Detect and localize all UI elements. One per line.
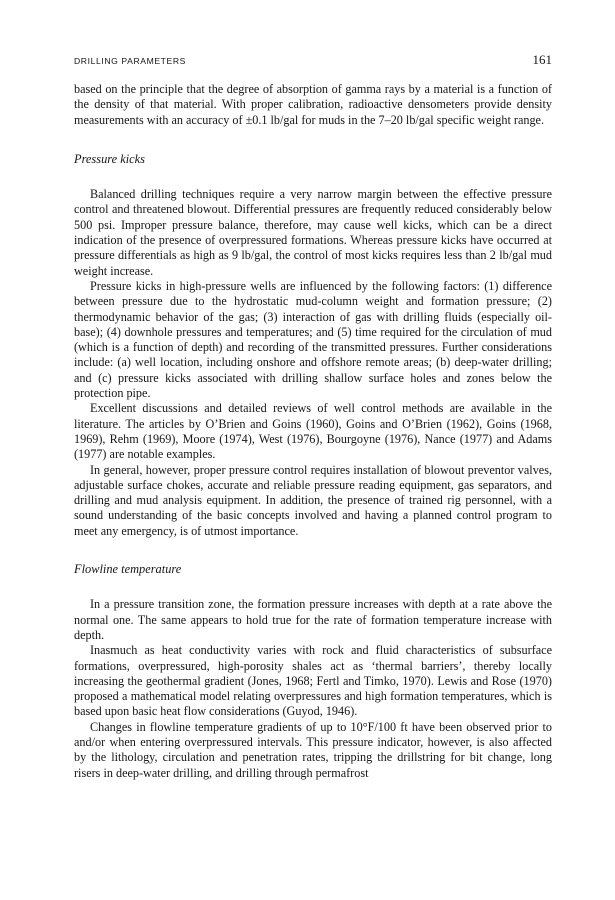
section-heading-pressure-kicks: Pressure kicks bbox=[74, 151, 145, 166]
intro-paragraph: based on the principle that the degree of absorption of gamma rays by a material is a function of the density of that material. With proper calibration, radioactive densometers provide density measurements with an accuracy of ±0.1 lb/gal for muds in the 7–20 lb/gal specific weight range. bbox=[74, 82, 552, 127]
paragraph: Inasmuch as heat conductivity varies with rock and fluid characteristics of subsurface formations, overpressured, high-porosity shales act as ‘thermal barriers’, thereby locally increasing the geothermal gradient (Jones, 1968; Fertl and Timko, 1970). Lewis and Rose (1970) proposed a mathematical model relating overpressures and high formation temperatures, which is based upon basic heat flow considerations (Guyod, 1946). bbox=[74, 643, 552, 719]
book-page bbox=[74, 52, 552, 781]
running-head bbox=[74, 52, 552, 74]
paragraph: Changes in flowline temperature gradients of up to 10°F/100 ft have been observed prior to and/or when entering overpressured intervals. This pressure indicator, however, is also affected by the lithology, circulation and penetration rates, tripping the drillstring for bit change, long risers in deep-water drilling, and drilling through permafrost bbox=[74, 719, 552, 780]
body-text bbox=[74, 82, 552, 781]
paragraph: Excellent discussions and detailed reviews of well control methods are available in the literature. The articles by O’Brien and Goins (1960), Goins and O’Brien (1962), Goins (1968, 1969), Rehm (1969), Moore (1974), West (1976), Bourgoyne (1976), Nance (1977) and Adams (1977) are notable examples. bbox=[74, 401, 552, 462]
section-heading-flowline-temperature: Flowline temperature bbox=[74, 562, 182, 577]
paragraph: Balanced drilling techniques require a very narrow margin between the effective pressure control and threatened blowout. Differential pressures are frequently reduced considerably below 500 psi. Improper pressure balance, therefore, may cause well kicks, which can be a direct indication of the presence of overpressured formations. Whereas pressure kicks have occurred at pressure differentials as high as 9 lb/gal, the control of most kicks requires less than 2 lb/gal mud weight increase. bbox=[74, 187, 552, 278]
page-number: 161 bbox=[532, 52, 552, 67]
paragraph: In a pressure transition zone, the formation pressure increases with depth at a rate above the normal one. The same appears to hold true for the rate of formation temperature increase with depth. bbox=[74, 597, 552, 642]
paragraph: In general, however, proper pressure control requires installation of blowout preventor valves, adjustable surface chokes, accurate and reliable pressure reading equipment, gas separators, and drilling and mud analysis equipment. In addition, the presence of trained rig personnel, with a sound understanding of the basic concepts involved and having a planned control program to meet any emergency, is of utmost importance. bbox=[74, 462, 552, 538]
running-title: DRILLING PARAMETERS bbox=[74, 56, 186, 66]
paragraph: Pressure kicks in high-pressure wells are influenced by the following factors: (1) difference between pressure due to the hydrostatic mud-column weight and formation pressure; (2) thermodynamic behavior of the gas; (3) interaction of gas with drilling fluids (especially oil-base); (4) downhole pressures and temperatures; and (5) time required for the circulation of mud (which is a function of depth) and recording of the transmitted pressures. Further considerations include: (a) well location, including onshore and offshore remote areas; (b) deep-water drilling; and (c) pressure kicks associated with drilling shallow surface holes and zones below the protection pipe. bbox=[74, 278, 552, 401]
